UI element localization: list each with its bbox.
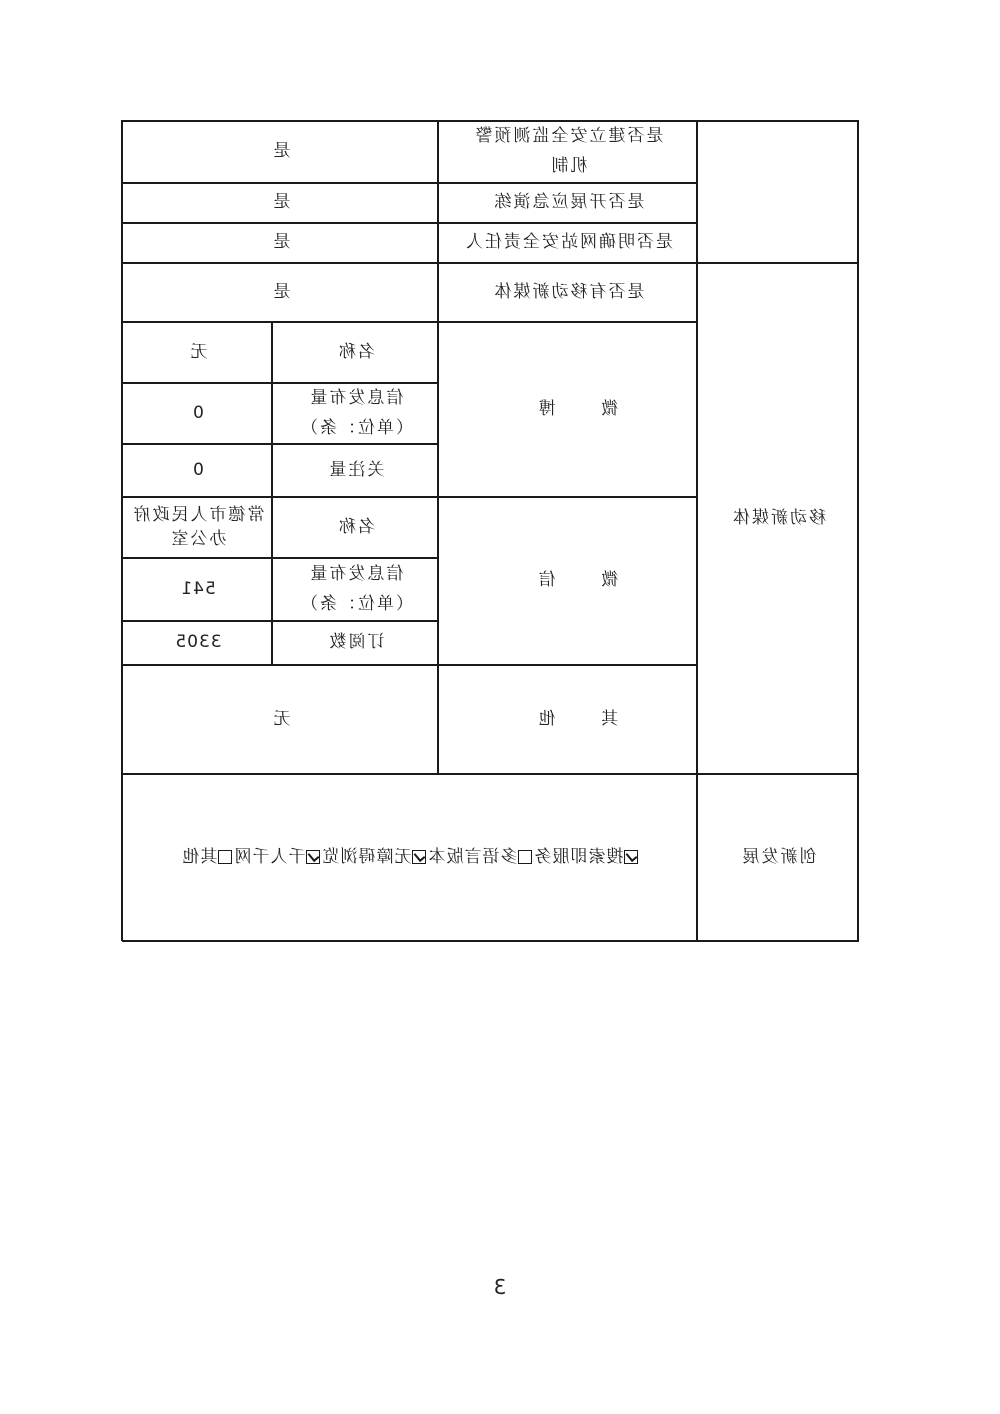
has-mobile-answer: 是: [271, 281, 291, 302]
innovation-options: [123, 773, 698, 940]
wechat-label: 微 信: [518, 570, 619, 590]
checked-checkbox-icon: [625, 850, 639, 864]
weibo-name-label: 名称: [337, 341, 375, 362]
weibo-name-value: 无: [188, 341, 208, 362]
wechat-name-label: 名称: [337, 516, 375, 537]
wechat-subscribers-label: 订阅数: [327, 632, 385, 652]
innovation-section-label: 创新发展: [740, 846, 817, 867]
wechat-name-value: 常德市人民政府办公室: [131, 504, 265, 549]
innovation-option-label: 多语言版本: [427, 846, 518, 867]
innovation-option-label: 其他: [181, 846, 218, 867]
drill-question: 是否开展应急演练: [492, 192, 645, 212]
wechat-subscribers-value: 3305: [174, 632, 222, 652]
other-label: 其 他: [518, 708, 619, 729]
weibo-followers-label: 关注量: [327, 459, 385, 480]
weibo-posts-label: 信息发布量（单位：条）: [299, 387, 413, 438]
unchecked-checkbox-icon: [219, 850, 233, 864]
unchecked-checkbox-icon: [519, 850, 533, 864]
wechat-posts-value: 541: [180, 578, 216, 599]
monitoring-answer: 是: [271, 141, 291, 161]
innovation-option-label: 搜索即服务: [533, 846, 624, 867]
weibo-followers-value: 0: [192, 459, 204, 480]
weibo-label: 微 博: [518, 398, 619, 419]
innovation-checkbox-list: [182, 842, 640, 872]
weibo-posts-value: 0: [192, 402, 204, 423]
other-value: 无: [271, 708, 291, 729]
table-border-bottom: [122, 940, 859, 942]
drill-answer: 是: [271, 192, 291, 212]
owner-question: 是否明确网站安全责任人: [464, 232, 673, 252]
owner-answer: 是: [271, 232, 291, 252]
mobile-section-label: 移动新媒体: [731, 507, 826, 528]
checked-checkbox-icon: [307, 850, 321, 864]
innovation-option-label: 千人千网: [233, 846, 306, 867]
checked-checkbox-icon: [413, 850, 427, 864]
monitoring-question: 是否建立安全监测预警机制: [473, 126, 664, 176]
page-number: 3: [493, 1275, 507, 1299]
wechat-posts-label: 信息发布量（单位：条）: [299, 563, 413, 614]
innovation-option-label: 无障碍浏览: [321, 846, 412, 867]
has-mobile-question: 是否有移动新媒体: [492, 281, 645, 302]
